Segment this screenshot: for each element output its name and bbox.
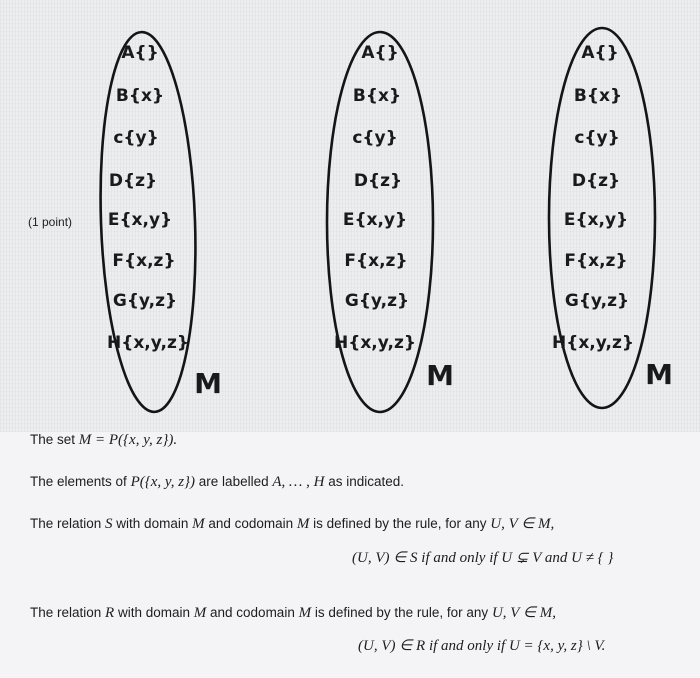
set-label-b: B{x} <box>115 86 165 106</box>
set-label-d: D{z} <box>571 171 621 191</box>
set-label-g: G{y,z} <box>112 291 178 311</box>
relation-s-line: The relation S with domain M and codomain M is defined by the rule, for any U, V ∈ M, <box>30 516 555 532</box>
set-label-g: G{y,z} <box>564 291 630 311</box>
set-label-d: D{z} <box>353 171 403 191</box>
labels-line: The elements of P({x, y, z}) are labelled A, … , H as indicated. <box>30 474 405 490</box>
relation-r-line: The relation R with domain M and codomain M is defined by the rule, for any U, V ∈ M, <box>30 605 556 621</box>
set-label-g: G{y,z} <box>344 291 410 311</box>
set-label-c: c{y} <box>574 128 620 148</box>
set-label-d: D{z} <box>108 171 158 191</box>
set-m-label: M <box>194 367 222 400</box>
point-label: (1 point) <box>28 215 73 229</box>
relation-r-rule: (U, V) ∈ R if and only if U = {x, y, z} \ V. <box>358 638 606 654</box>
set-label-h: H{x,y,z} <box>107 333 189 353</box>
relation-s-rule: (U, V) ∈ S if and only if U ⊊ V and U ≠ { } <box>352 550 614 566</box>
set-label-e: E{x,y} <box>563 210 629 230</box>
set-definition-line: The set M = P({x, y, z}). <box>30 432 178 448</box>
set-label-h: H{x,y,z} <box>552 333 634 353</box>
set-label-f: F{x,z} <box>564 251 628 271</box>
set-label-b: B{x} <box>573 86 623 106</box>
set-diagram-1 <box>94 30 222 413</box>
set-label-e: E{x,y} <box>107 210 173 230</box>
set-label-f: F{x,z} <box>112 251 176 271</box>
set-label-c: c{y} <box>352 128 398 148</box>
set-m-label: M <box>426 359 454 392</box>
set-label-e: E{x,y} <box>342 210 408 230</box>
set-diagram-2 <box>327 32 454 412</box>
set-diagram-3 <box>549 28 673 408</box>
set-label-b: B{x} <box>352 86 402 106</box>
set-label-a: A{} <box>121 43 159 63</box>
set-label-a: A{} <box>581 43 619 63</box>
set-label-c: c{y} <box>113 128 159 148</box>
set-label-f: F{x,z} <box>344 251 408 271</box>
set-label-a: A{} <box>361 43 399 63</box>
set-label-h: H{x,y,z} <box>334 333 416 353</box>
set-m-label: M <box>645 358 673 391</box>
